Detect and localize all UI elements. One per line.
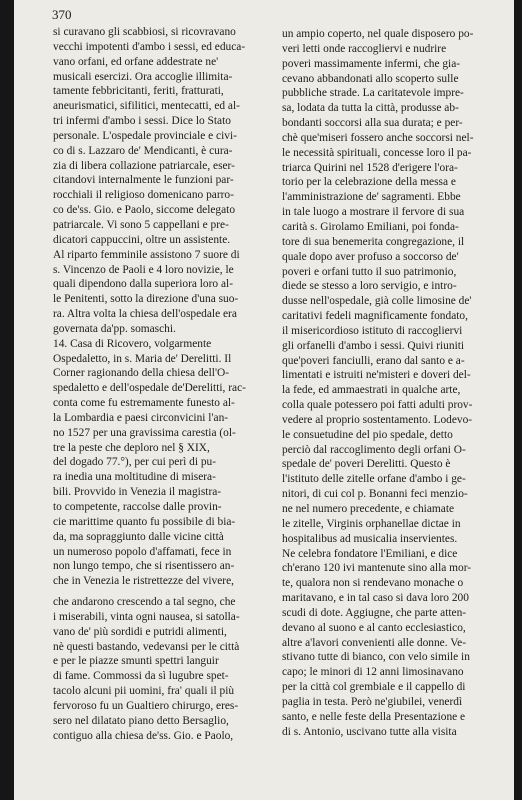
text-line: ne nel numero precedente, e chiamate (282, 503, 455, 515)
text-line: nè questi bastando, vedevansi per le città (53, 640, 240, 653)
text-line: stivano tutte di bianco, con velo simile in (282, 651, 470, 664)
text-line: co di s. Lazzaro de' Mendicanti, è cura- (53, 144, 233, 157)
text-line: la Lombardia e paesi circonvicini l'an- (53, 411, 229, 424)
text-line: 14. Casa di Ricovero, volgarmente (53, 337, 212, 350)
text-line: Ne celebra fondatore l'Emiliani, e dice (282, 547, 458, 560)
text-line: santo, e nelle feste della Presentazione e (282, 710, 466, 723)
text-line: limentati e istruiti ne'misteri e doveri del- (282, 369, 471, 382)
text-line: nitori, di cui col p. Bonanni feci menzio- (282, 488, 468, 501)
text-line: conta come fu estremamente funesto al- (53, 397, 235, 410)
text-line: Al riparto femminile assistono 7 suore di (53, 248, 240, 261)
text-line: per la città col grembiale e il cappello di (282, 681, 466, 694)
text-line: dusse nell'ospedale, già colle limosine de' (282, 295, 472, 308)
text-line: di s. Antonio, uscivano tutte alla visita (282, 725, 457, 738)
text-line: non lungo tempo, che si risentissero an- (53, 560, 235, 573)
text-line: la fede, ed ammaestrati in qualche arte, (282, 384, 461, 397)
text-line: un numeroso popolo d'affamati, fece in (53, 545, 232, 558)
text-line: pubbliche strade. La caritatevole impre- (282, 87, 464, 100)
text-line: colla quale potessero poi fatti adulti prov- (282, 399, 473, 412)
text-line: governata da'pp. somaschi. (53, 322, 176, 335)
text-line: e per le piazze smunti spettri languir (53, 655, 219, 668)
text-line: scudi di dote. Aggiugne, che parte atten- (282, 606, 467, 619)
text-line: s. Vincenzo de Paoli e 4 loro novizie, le (53, 263, 234, 276)
text-line: altre a'lavori convenienti alle donne. Ve- (282, 636, 467, 649)
text-line: perciò dal raccoglimento degli orfani O- (282, 443, 466, 456)
page-number: 370 (52, 7, 72, 22)
text-line: di fame. Commossi da sì lugubre spet- (53, 670, 229, 683)
text-line: Corner ragionando della chiesa dell'O- (53, 367, 230, 380)
text-line: tacolo alcuni pii uomini, fra' quali il più (53, 685, 235, 698)
text-line: bondanti soccorsi alla sua durata; e per- (282, 117, 463, 130)
text-line: dicatori cappuccini, oltre un assistente. (53, 233, 231, 246)
text-line: vedere al proprio sostentamento. Lodevo- (282, 413, 473, 426)
text-line: il misericordioso istituto di raccogliervi (282, 324, 463, 337)
text-line: gli orfanelli d'ambo i sessi. Quivi riuniti (282, 339, 465, 352)
text-line: ra inedia una moltitudine di misera- (53, 471, 216, 484)
text-line: contiguo alla chiesa de'ss. Gio. e Paolo, (53, 729, 234, 742)
text-line: i miserabili, vinta ogni nausea, si satolla- (53, 610, 240, 623)
text-line: co de'ss. Gio. e Paolo, siccome delegato (53, 204, 236, 217)
text-line: no 1527 per una gravissima carestia (ol- (53, 426, 236, 439)
text-line: chè que'miseri fossero anche soccorsi nel- (282, 131, 474, 144)
text-line: zia di libera collazione patriarcale, eser- (53, 159, 235, 172)
text-line: fervoroso fu un Gualtiero chirurgo, eres- (53, 699, 239, 712)
text-line: le necessità spirituali, concesse loro il pa- (282, 146, 472, 159)
text-line: caritativi fedeli magnificamente fondato, (282, 310, 468, 323)
text-line: che in Venezia le ristrettezze del vivere, (53, 575, 234, 588)
text-line: tore di sua benemerita congregazione, il (282, 235, 465, 248)
text-line: te, qualora non si rendevano monache o (282, 577, 464, 590)
text-line: quali dipendono dalla superiora loro al- (53, 278, 233, 291)
text-line: l'amministrazione de' sagramenti. Ebbe (282, 191, 461, 204)
text-line: devano al suono e al canto ecclesiastico, (282, 621, 466, 634)
text-line: le zitelle, Virginis orphanellae dictae in (282, 517, 461, 530)
text-line: vecchi impotenti d'ambo i sessi, ed educa- (53, 40, 246, 53)
text-line: si curavano gli scabbiosi, si ricovravano (53, 26, 236, 38)
text-line: che andarono crescendo a tal segno, che (53, 596, 236, 609)
text-line: quale dopo aver profuso a soccorso de' (282, 250, 459, 263)
text-line: le consuetudine del pio spedale, detto (282, 428, 453, 441)
left-text-column (53, 25, 282, 744)
text-line: tri infermi d'ambo i sessi. Dice lo Stato (53, 115, 231, 128)
text-line: cie marittime quanto fu possibile di bia- (53, 515, 236, 528)
text-line: personale. L'ospedale provinciale e civi- (53, 129, 237, 142)
text-line: aneurismatici, sifilitici, mentecatti, ed al- (53, 100, 240, 113)
text-line: sero nel dilatato piano detto Bersaglio, (53, 714, 229, 727)
text-line: poveri massimamente infermi, che gia- (282, 57, 461, 70)
text-line: hospitalibus ad musicalia inservientes. (282, 532, 458, 545)
text-line: da, ma sopraggiunto dalle vicine città (53, 530, 224, 543)
text-line: sa, lodata da tutta la città, produsse ab- (282, 102, 459, 115)
text-line: patriarcale. Vi sono 5 cappellani e pre- (53, 218, 229, 231)
text-line: ra. Altra volta la chiesa dell'ospedale era (53, 308, 237, 321)
text-line: spedaletto e dell'ospedale de'Derelitti, rac- (53, 382, 246, 395)
text-line: diede se stesso a loro servigio, e intro- (282, 280, 457, 293)
text-line: torio per la celebrazione della messa e (282, 176, 456, 189)
text-line: Ospedaletto, in s. Maria de' Derelitti. Il (53, 352, 232, 365)
text-line: spedale de' poveri Derelitti. Questo è (282, 458, 451, 471)
text-line: l'istituto delle zitelle orfane d'ambo i ge- (282, 473, 466, 486)
text-line: paglia in testa. Però ne'giubilei, venerdì (282, 695, 463, 708)
text-line: poveri e orfani tutto il suo patrimonio, (282, 265, 457, 278)
text-line: maritavano, e in tal caso si dava loro 200 (282, 592, 469, 605)
text-line: carità s. Girolamo Emiliani, poi fonda- (282, 220, 459, 233)
text-line: rocchiali il religioso domenicano parro- (53, 189, 234, 202)
text-line: tamente febbricitanti, feriti, fratturati, (53, 85, 224, 98)
text-line: triarca Quirini nel 1528 d'erigere l'ora- (282, 161, 458, 174)
text-line: le Penitenti, sotto la direzione d'una suo- (53, 293, 239, 306)
text-line: bili. Provvido in Venezia il magistra- (53, 486, 222, 499)
text-line: capo; le minori di 12 anni limosinavano (282, 666, 464, 679)
text-line: un ampio coperto, nel quale disposero po- (282, 28, 474, 40)
text-line: del dogado 77.°), per cui perì di pu- (53, 456, 217, 469)
right-text-column (282, 27, 511, 740)
text-line: citandovi internalmente le funzioni par- (53, 174, 234, 187)
text-line: in tale luogo a mostrare il fervore di sua (282, 206, 465, 219)
text-line: cevano abbandonati allo scoperto sulle (282, 72, 459, 85)
text-line: veri letti onde raccogliervi e nudrire (282, 42, 447, 55)
text-line: vano orfani, ed orfane addestrate ne' (53, 55, 219, 68)
text-line: que'poveri fanciulli, erano dal santo e a- (282, 354, 465, 367)
text-line: tre la peste che deploro nel § XIX, (53, 441, 210, 454)
book-page (14, 0, 514, 800)
text-line: ch'erano 120 ivi mantenute sino alla mor- (282, 562, 472, 575)
text-line: vano de' più sordidi e putridi alimenti, (53, 625, 227, 638)
text-line: musicali esercizi. Ora accoglie illimita- (53, 70, 233, 83)
text-line: to competente, raccolse dalle provin- (53, 501, 222, 513)
